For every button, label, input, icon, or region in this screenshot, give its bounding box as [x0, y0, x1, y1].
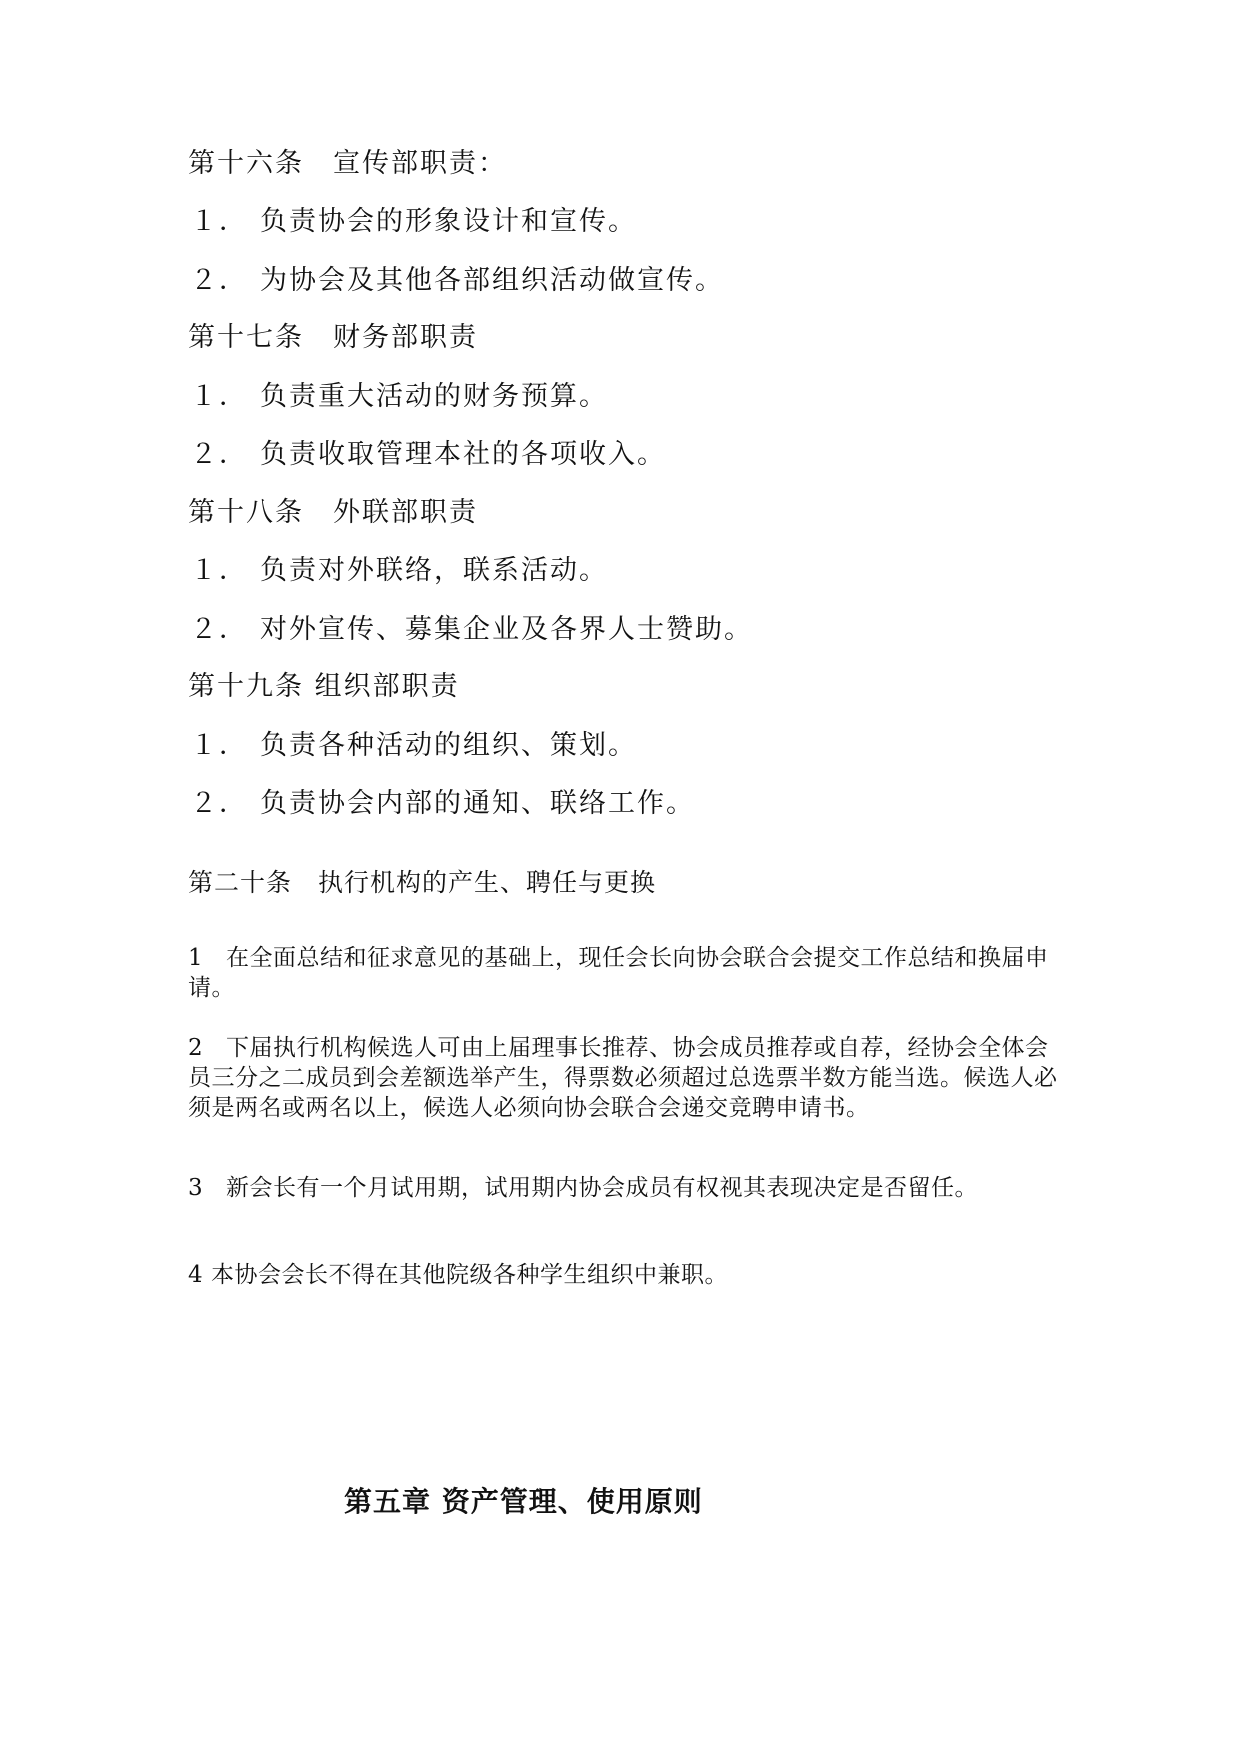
- article-19-item-1: [190, 729, 637, 763]
- article-20-para-1: [188, 943, 1068, 1003]
- article-18-item-2: [190, 613, 753, 647]
- item-text: 为协会及其他各部组织活动做宣传。: [260, 265, 724, 296]
- article-18-item-1: [190, 554, 608, 588]
- article-20-para-2: [188, 1033, 1068, 1123]
- para-number: 1: [188, 945, 204, 971]
- item-text: 负责重大活动的财务预算。: [260, 381, 608, 412]
- para-number: 3: [188, 1175, 204, 1201]
- item-number: ２．: [190, 265, 248, 296]
- item-number: ２．: [190, 614, 248, 645]
- article-19-title: 第十九条 组织部职责: [188, 671, 460, 702]
- para-number: 4: [188, 1262, 204, 1288]
- article-16-item-2: [190, 264, 724, 298]
- item-number: １．: [190, 381, 248, 412]
- article-16-title: 第十六条 宣传部职责：: [188, 148, 507, 179]
- article-20-title: 第二十条 执行机构的产生、聘任与更换: [188, 868, 657, 897]
- article-18-title: 第十八条 外联部职责: [188, 497, 478, 528]
- item-text: 负责各种活动的组织、策划。: [260, 730, 637, 761]
- para-number: 2: [188, 1035, 204, 1061]
- para-text: 下届执行机构候选人可由上届理事长推荐、协会成员推荐或自荐，经协会全体会员三分之二成员到会差额选举产生，得票数必须超过总选票半数方能当选。候选人必须是两名或两名以上，候选人必须向协会联合会递交竞聘申请书。: [188, 1035, 1058, 1121]
- para-text: 在全面总结和征求意见的基础上，现任会长向协会联合会提交工作总结和换届申请。: [188, 945, 1049, 1001]
- article-17-item-1: [190, 380, 608, 414]
- item-text: 负责对外联络，联系活动。: [260, 555, 608, 586]
- article-20-para-3: [188, 1173, 1068, 1203]
- article-17-item-2: [190, 438, 666, 472]
- item-text: 对外宣传、募集企业及各界人士赞助。: [260, 614, 753, 645]
- article-17-title: 第十七条 财务部职责: [188, 322, 478, 353]
- para-text: 本协会会长不得在其他院级各种学生组织中兼职。: [210, 1262, 728, 1288]
- para-text: 新会长有一个月试用期，试用期内协会成员有权视其表现决定是否留任。: [226, 1175, 978, 1201]
- article-19-item-2: [190, 787, 695, 821]
- item-number: １．: [190, 555, 248, 586]
- item-number: １．: [190, 730, 248, 761]
- item-text: 负责收取管理本社的各项收入。: [260, 439, 666, 470]
- item-text: 负责协会的形象设计和宣传。: [260, 206, 637, 237]
- item-text: 负责协会内部的通知、联络工作。: [260, 788, 695, 819]
- item-number: ２．: [190, 439, 248, 470]
- item-number: １．: [190, 206, 248, 237]
- article-16-item-1: [190, 205, 637, 239]
- article-20-para-4: [188, 1260, 1068, 1290]
- item-number: ２．: [190, 788, 248, 819]
- chapter-heading: 第五章 资产管理、使用原则: [344, 1485, 703, 1518]
